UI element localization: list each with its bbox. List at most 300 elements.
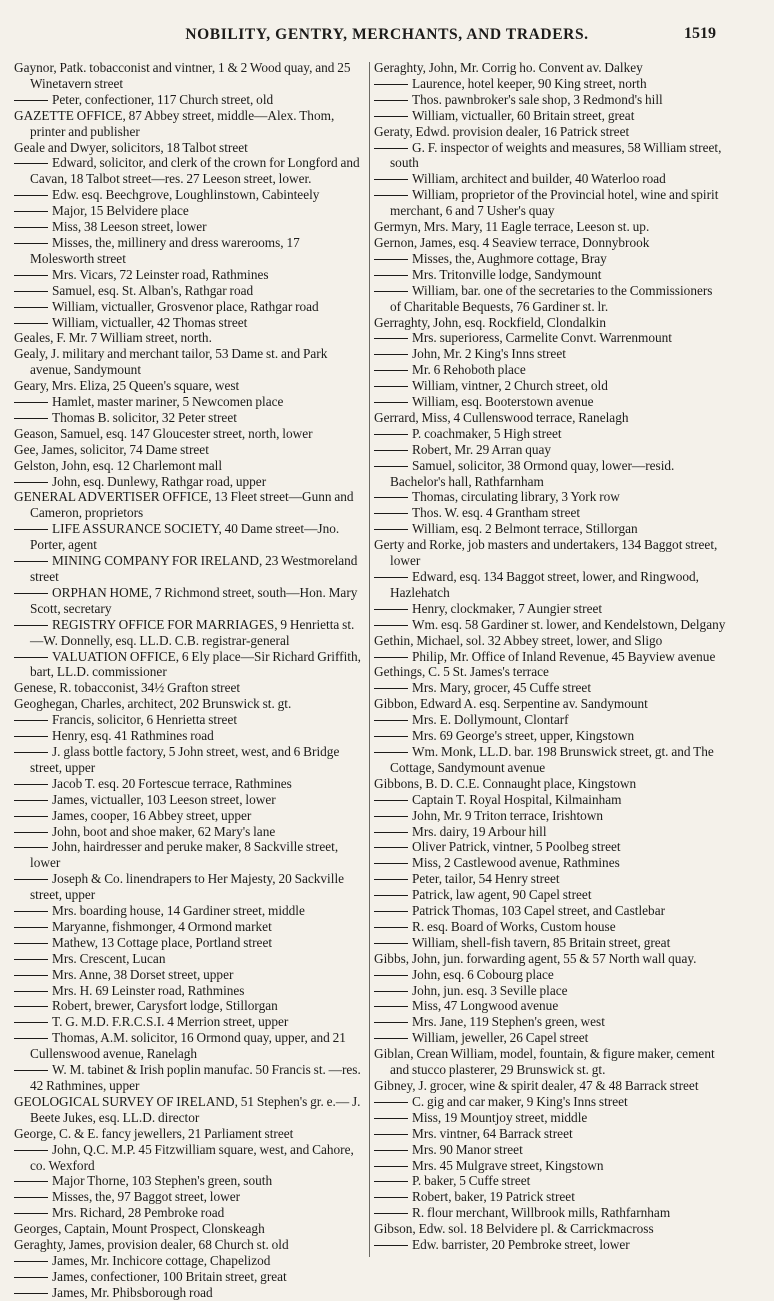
entry-text: Thos. pawnbroker's sale shop, 3 Redmond's hill bbox=[412, 91, 663, 107]
entry-text: William, victualler, 42 Thomas street bbox=[52, 314, 248, 330]
ditto-dash bbox=[374, 171, 412, 186]
directory-sub-entry bbox=[374, 1189, 726, 1205]
entry-text: Mrs. superioress, Carmelite Convt. Warrenmount bbox=[412, 330, 672, 346]
entry-text: Oliver Patrick, vintner, 5 Poolbeg street bbox=[412, 839, 621, 855]
directory-sub-entry bbox=[14, 1269, 366, 1285]
entry-text: Mrs. Mary, grocer, 45 Cuffe street bbox=[412, 680, 592, 696]
directory-sub-entry bbox=[14, 1285, 366, 1301]
directory-sub-entry bbox=[374, 617, 726, 633]
entry-text: Mrs. vintner, 64 Barrack street bbox=[412, 1125, 573, 1141]
ditto-dash bbox=[374, 998, 412, 1013]
entry-text: William, esq. 2 Belmont terrace, Stillorgan bbox=[412, 521, 638, 537]
entry-text: Miss, 47 Longwood avenue bbox=[412, 998, 559, 1014]
directory-entry bbox=[14, 346, 366, 378]
entry-text: Patrick Thomas, 103 Capel street, and Castlebar bbox=[412, 903, 666, 919]
directory-sub-entry bbox=[374, 283, 726, 315]
entry-text: Mrs. 90 Manor street bbox=[412, 1141, 523, 1157]
ditto-dash bbox=[374, 458, 412, 473]
ditto-dash bbox=[374, 92, 412, 107]
directory-entry bbox=[14, 1237, 366, 1253]
directory-entry bbox=[374, 235, 726, 251]
ditto-dash bbox=[374, 871, 412, 886]
right-column bbox=[374, 60, 726, 1260]
directory-sub-entry bbox=[14, 839, 366, 871]
ditto-dash bbox=[14, 219, 52, 234]
ditto-dash bbox=[374, 330, 412, 345]
ditto-dash bbox=[374, 744, 412, 759]
ditto-dash bbox=[14, 1014, 52, 1029]
entry-text: Edw. barrister, 20 Pembroke street, lower bbox=[412, 1237, 630, 1253]
directory-entry bbox=[374, 219, 726, 235]
directory-entry bbox=[14, 60, 366, 92]
directory-sub-entry bbox=[374, 983, 726, 999]
ditto-dash bbox=[14, 967, 52, 982]
entry-text: Mrs. Richard, 28 Pembroke road bbox=[52, 1205, 225, 1221]
entry-text: James, cooper, 16 Abbey street, upper bbox=[52, 807, 252, 823]
ditto-dash bbox=[374, 983, 412, 998]
entry-text: Maryanne, fishmonger, 4 Ormond market bbox=[52, 918, 272, 934]
ditto-dash bbox=[14, 410, 52, 425]
entry-text: Misses, the, 97 Baggot street, lower bbox=[52, 1189, 241, 1205]
ditto-dash bbox=[14, 235, 52, 250]
ditto-dash bbox=[374, 267, 412, 282]
directory-sub-entry bbox=[14, 824, 366, 840]
ditto-dash bbox=[14, 998, 52, 1013]
ditto-dash bbox=[14, 744, 52, 759]
ditto-dash bbox=[374, 1142, 412, 1157]
entry-text: Gaynor, Patk. tobacconist and vintner, 1 & 2 Wood quay, and 25 Winetavern street bbox=[14, 60, 351, 91]
directory-sub-entry bbox=[14, 235, 366, 267]
entry-text: Samuel, esq. St. Alban's, Rathgar road bbox=[52, 282, 254, 298]
entry-text: GEOLOGICAL SURVEY OF IRELAND, 51 Stephen's gr. e.— J. Beete Jukes, esq. LL.D. director bbox=[14, 1093, 361, 1125]
entry-text: Misses, the, Aughmore cottage, Bray bbox=[412, 250, 607, 266]
directory-entry bbox=[14, 1126, 366, 1142]
directory-sub-entry bbox=[14, 967, 366, 983]
directory-sub-entry bbox=[374, 1173, 726, 1189]
entry-text: John, jun. esq. 3 Seville place bbox=[412, 982, 568, 998]
entry-text: John, Q.C. M.P. 45 Fitzwilliam square, west, and Cahore, co. Wexford bbox=[30, 1141, 354, 1173]
ditto-dash bbox=[374, 426, 412, 441]
ditto-dash bbox=[14, 155, 52, 170]
ditto-dash bbox=[14, 617, 52, 632]
entry-text: ORPHAN HOME, 7 Richmond street, south—Hon. Mary Scott, secretary bbox=[30, 584, 358, 616]
directory-sub-entry bbox=[374, 521, 726, 537]
entry-text: Philip, Mr. Office of Inland Revenue, 45 Bayview avenue bbox=[412, 648, 716, 664]
entry-text: John, hairdresser and peruke maker, 8 Sackville street, lower bbox=[30, 839, 339, 871]
directory-sub-entry bbox=[14, 283, 366, 299]
entry-text: Gibson, Edw. sol. 18 Belvidere pl. & Carrickmacross bbox=[374, 1221, 654, 1237]
directory-sub-entry bbox=[14, 1014, 366, 1030]
directory-sub-entry bbox=[14, 617, 366, 649]
directory-sub-entry bbox=[14, 649, 366, 681]
directory-sub-entry bbox=[14, 410, 366, 426]
directory-sub-entry bbox=[374, 108, 726, 124]
ditto-dash bbox=[14, 1285, 52, 1300]
ditto-dash bbox=[14, 1142, 52, 1157]
ditto-dash bbox=[374, 1158, 412, 1173]
entry-text: Mrs. dairy, 19 Arbour hill bbox=[412, 823, 547, 839]
ditto-dash bbox=[374, 680, 412, 695]
entry-text: Thomas, circulating library, 3 York row bbox=[412, 489, 620, 505]
directory-entry bbox=[374, 1046, 726, 1078]
entry-text: Geraghty, James, provision dealer, 68 Church st. old bbox=[14, 1237, 289, 1253]
entry-text: Henry, clockmaker, 7 Aungier street bbox=[412, 600, 603, 616]
entry-text: Gee, James, solicitor, 74 Dame street bbox=[14, 441, 209, 457]
entry-text: James, Mr. Inchicore cottage, Chapelizod bbox=[52, 1252, 271, 1268]
ditto-dash bbox=[14, 1205, 52, 1220]
directory-sub-entry bbox=[374, 680, 726, 696]
entry-text: Robert, brewer, Carysfort lodge, Stillorgan bbox=[52, 998, 278, 1014]
ditto-dash bbox=[14, 1269, 52, 1284]
directory-sub-entry bbox=[374, 744, 726, 776]
ditto-dash bbox=[14, 983, 52, 998]
directory-sub-entry bbox=[374, 601, 726, 617]
ditto-dash bbox=[374, 855, 412, 870]
directory-sub-entry bbox=[374, 728, 726, 744]
entry-text: William, proprietor of the Provincial hotel, wine and spirit merchant, 6 and 7 Usher's quay bbox=[390, 187, 719, 219]
ditto-dash bbox=[374, 1094, 412, 1109]
directory-sub-entry bbox=[14, 744, 366, 776]
directory-sub-entry bbox=[14, 998, 366, 1014]
entry-text: William, vintner, 2 Church street, old bbox=[412, 378, 608, 394]
ditto-dash bbox=[374, 394, 412, 409]
directory-sub-entry bbox=[374, 808, 726, 824]
directory-sub-entry bbox=[14, 394, 366, 410]
directory-sub-entry bbox=[14, 808, 366, 824]
directory-entry bbox=[374, 1221, 726, 1237]
entry-text: Gernon, James, esq. 4 Seaview terrace, Donnybrook bbox=[374, 234, 650, 250]
page-header bbox=[0, 0, 774, 48]
entry-text: Captain T. Royal Hospital, Kilmainham bbox=[412, 791, 622, 807]
entry-text: Gethin, Michael, sol. 32 Abbey street, lower, and Sligo bbox=[374, 632, 663, 648]
ditto-dash bbox=[14, 315, 52, 330]
entry-text: William, bar. one of the secretaries to the Commissioners of Charitable Bequests, 76 Gardiner st. lr. bbox=[390, 282, 713, 314]
entry-text: Edward, esq. 134 Baggot street, lower, and Ringwood, Hazlehatch bbox=[390, 569, 699, 600]
ditto-dash bbox=[14, 283, 52, 298]
ditto-dash bbox=[14, 824, 52, 839]
ditto-dash bbox=[374, 362, 412, 377]
entry-text: Edw. esq. Beechgrove, Loughlinstown, Cabinteely bbox=[52, 187, 320, 203]
entry-text: Mathew, 13 Cottage place, Portland street bbox=[52, 934, 273, 950]
entry-text: Mrs. 45 Mulgrave street, Kingstown bbox=[412, 1157, 604, 1173]
entry-text: James, victualler, 103 Leeson street, lower bbox=[52, 791, 276, 807]
directory-sub-entry bbox=[374, 887, 726, 903]
entry-text: R. esq. Board of Works, Custom house bbox=[412, 918, 616, 934]
directory-sub-entry bbox=[374, 140, 726, 172]
directory-entry bbox=[14, 378, 366, 394]
ditto-dash bbox=[14, 712, 52, 727]
directory-sub-entry bbox=[14, 219, 366, 235]
ditto-dash bbox=[374, 108, 412, 123]
directory-entry bbox=[374, 776, 726, 792]
directory-sub-entry bbox=[374, 426, 726, 442]
ditto-dash bbox=[374, 824, 412, 839]
directory-sub-entry bbox=[374, 1205, 726, 1221]
entry-text: W. M. tabinet & Irish poplin manufac. 50 Francis st. —res. 42 Rathmines, upper bbox=[30, 1062, 361, 1093]
entry-text: Samuel, solicitor, 38 Ormond quay, lower—resid. Bachelor's hall, Rathfarnham bbox=[390, 457, 675, 489]
entry-text: Robert, Mr. 29 Arran quay bbox=[412, 441, 552, 457]
directory-sub-entry bbox=[374, 442, 726, 458]
entry-text: Gibbons, B. D. C.E. Connaught place, Kingstown bbox=[374, 775, 637, 791]
directory-sub-entry bbox=[374, 362, 726, 378]
directory-entry bbox=[14, 442, 366, 458]
directory-sub-entry bbox=[374, 935, 726, 951]
directory-entry bbox=[374, 1078, 726, 1094]
directory-sub-entry bbox=[14, 553, 366, 585]
ditto-dash bbox=[374, 839, 412, 854]
ditto-dash bbox=[374, 919, 412, 934]
entry-text: REGISTRY OFFICE FOR MARRIAGES, 9 Henrietta st.—W. Donnelly, esq. LL.D. C.B. registrar-general bbox=[30, 616, 355, 648]
directory-sub-entry bbox=[374, 903, 726, 919]
ditto-dash bbox=[374, 1110, 412, 1125]
ditto-dash bbox=[374, 728, 412, 743]
directory-sub-entry bbox=[374, 855, 726, 871]
entry-text: Joseph & Co. linendrapers to Her Majesty, 20 Sackville street, upper bbox=[30, 871, 345, 903]
ditto-dash bbox=[374, 601, 412, 616]
entry-text: Mrs. boarding house, 14 Gardiner street, middle bbox=[52, 903, 305, 919]
directory-sub-entry bbox=[14, 983, 366, 999]
entry-text: VALUATION OFFICE, 6 Ely place—Sir Richard Griffith, bart, LL.D. commissioner bbox=[30, 648, 361, 680]
entry-text: William, jeweller, 26 Capel street bbox=[412, 1030, 589, 1046]
entry-text: Thomas B. solicitor, 32 Peter street bbox=[52, 409, 237, 425]
ditto-dash bbox=[14, 1062, 52, 1077]
entry-text: Mrs. E. Dollymount, Clontarf bbox=[412, 712, 569, 728]
entry-text: Germyn, Mrs. Mary, 11 Eagle terrace, Leeson st. up. bbox=[374, 219, 650, 235]
directory-sub-entry bbox=[374, 1142, 726, 1158]
ditto-dash bbox=[374, 1014, 412, 1029]
directory-sub-entry bbox=[14, 951, 366, 967]
directory-entry bbox=[14, 696, 366, 712]
entry-text: Gerrard, Miss, 4 Cullenswood terrace, Ranelagh bbox=[374, 409, 629, 425]
directory-sub-entry bbox=[14, 1030, 366, 1062]
directory-sub-entry bbox=[14, 299, 366, 315]
entry-text: Jacob T. esq. 20 Fortescue terrace, Rathmines bbox=[52, 775, 292, 791]
directory-sub-entry bbox=[14, 187, 366, 203]
ditto-dash bbox=[374, 967, 412, 982]
ditto-dash bbox=[14, 919, 52, 934]
ditto-dash bbox=[14, 728, 52, 743]
directory-sub-entry bbox=[14, 776, 366, 792]
entry-text: Geason, Samuel, esq. 147 Gloucester street, north, lower bbox=[14, 425, 313, 441]
entry-text: G. F. inspector of weights and measures, 58 William street, south bbox=[390, 139, 722, 171]
directory-entry bbox=[374, 951, 726, 967]
entry-text: Peter, confectioner, 117 Church street, old bbox=[52, 91, 274, 107]
entry-text: Mrs. Anne, 38 Dorset street, upper bbox=[52, 966, 234, 982]
entry-text: George, C. & E. fancy jewellers, 21 Parliament street bbox=[14, 1125, 294, 1141]
ditto-dash bbox=[14, 935, 52, 950]
directory-entry bbox=[14, 489, 366, 521]
directory-sub-entry bbox=[374, 712, 726, 728]
directory-sub-entry bbox=[374, 1094, 726, 1110]
ditto-dash bbox=[374, 251, 412, 266]
ditto-dash bbox=[14, 871, 52, 886]
entry-text: John, boot and shoe maker, 62 Mary's lane bbox=[52, 823, 276, 839]
entry-text: Francis, solicitor, 6 Henrietta street bbox=[52, 712, 238, 728]
ditto-dash bbox=[14, 267, 52, 282]
ditto-dash bbox=[14, 808, 52, 823]
ditto-dash bbox=[374, 792, 412, 807]
entry-text: Geraghty, John, Mr. Corrig ho. Convent av. Dalkey bbox=[374, 60, 643, 75]
directory-entry bbox=[374, 410, 726, 426]
directory-sub-entry bbox=[14, 92, 366, 108]
running-title: NOBILITY, GENTRY, MERCHANTS, AND TRADERS. bbox=[185, 26, 589, 43]
entry-text: William, architect and builder, 40 Waterloo road bbox=[412, 171, 666, 187]
entry-text: Wm. esq. 58 Gardiner st. lower, and Kendelstown, Delgany bbox=[412, 616, 726, 632]
ditto-dash bbox=[374, 1205, 412, 1220]
ditto-dash bbox=[374, 808, 412, 823]
directory-sub-entry bbox=[14, 155, 366, 187]
directory-entry bbox=[14, 330, 366, 346]
entry-text: Geary, Mrs. Eliza, 25 Queen's square, west bbox=[14, 378, 240, 394]
entry-text: J. glass bottle factory, 5 John street, west, and 6 Bridge street, upper bbox=[30, 743, 340, 775]
directory-sub-entry bbox=[374, 792, 726, 808]
directory-sub-entry bbox=[374, 187, 726, 219]
directory-sub-entry bbox=[374, 967, 726, 983]
ditto-dash bbox=[14, 792, 52, 807]
entry-text: R. flour merchant, Willbrook mills, Rathfarnham bbox=[412, 1205, 671, 1221]
entry-text: Major Thorne, 103 Stephen's green, south bbox=[52, 1173, 273, 1189]
ditto-dash bbox=[14, 776, 52, 791]
directory-entry bbox=[14, 680, 366, 696]
directory-entry bbox=[14, 458, 366, 474]
ditto-dash bbox=[374, 140, 412, 155]
directory-sub-entry bbox=[374, 378, 726, 394]
entry-text: Gelston, John, esq. 12 Charlemont mall bbox=[14, 457, 223, 473]
directory-sub-entry bbox=[374, 489, 726, 505]
entry-text: Mrs. 69 George's street, upper, Kingstown bbox=[412, 728, 635, 744]
ditto-dash bbox=[374, 378, 412, 393]
ditto-dash bbox=[374, 505, 412, 520]
ditto-dash bbox=[374, 1189, 412, 1204]
entry-text: Mr. 6 Rehoboth place bbox=[412, 362, 526, 378]
directory-entry bbox=[14, 140, 366, 156]
ditto-dash bbox=[374, 935, 412, 950]
entry-text: Genese, R. tobacconist, 34½ Grafton street bbox=[14, 680, 241, 696]
directory-entry bbox=[374, 60, 726, 76]
directory-sub-entry bbox=[374, 171, 726, 187]
entry-text: C. gig and car maker, 9 King's Inns street bbox=[412, 1093, 628, 1109]
entry-text: William, esq. Booterstown avenue bbox=[412, 394, 594, 410]
entry-text: Mrs. Vicars, 72 Leinster road, Rathmines bbox=[52, 266, 269, 282]
entry-text: T. G. M.D. F.R.C.S.I. 4 Merrion street, upper bbox=[52, 1014, 289, 1030]
directory-sub-entry bbox=[14, 1173, 366, 1189]
entry-text: Gibbon, Edward A. esq. Serpentine av. Sandymount bbox=[374, 696, 648, 712]
ditto-dash bbox=[374, 569, 412, 584]
entry-text: Wm. Monk, LL.D. bar. 198 Brunswick street, gt. and The Cottage, Sandymount avenue bbox=[390, 743, 714, 775]
entry-text: John, esq. 6 Cobourg place bbox=[412, 966, 554, 982]
entry-text: LIFE ASSURANCE SOCIETY, 40 Dame street—Jno. Porter, agent bbox=[30, 521, 340, 553]
directory-sub-entry bbox=[14, 1189, 366, 1205]
directory-sub-entry bbox=[374, 458, 726, 490]
ditto-dash bbox=[374, 649, 412, 664]
page-number: 1519 bbox=[684, 25, 716, 42]
directory-entry bbox=[374, 124, 726, 140]
directory-entry bbox=[374, 537, 726, 569]
entry-text: Gealy, J. military and merchant tailor, 53 Dame st. and Park avenue, Sandymount bbox=[14, 346, 328, 378]
ditto-dash bbox=[374, 283, 412, 298]
ditto-dash bbox=[14, 1253, 52, 1268]
entry-text: James, confectioner, 100 Britain street, great bbox=[52, 1268, 287, 1284]
entry-text: Gibney, J. grocer, wine & spirit dealer, 47 & 48 Barrack street bbox=[374, 1078, 699, 1093]
directory-sub-entry bbox=[14, 1142, 366, 1174]
directory-sub-entry bbox=[14, 585, 366, 617]
directory-sub-entry bbox=[14, 521, 366, 553]
ditto-dash bbox=[374, 1173, 412, 1188]
ditto-dash bbox=[14, 521, 52, 536]
entry-text: Henry, esq. 41 Rathmines road bbox=[52, 728, 214, 744]
directory-sub-entry bbox=[14, 903, 366, 919]
ditto-dash bbox=[374, 1126, 412, 1141]
directory-sub-entry bbox=[374, 1030, 726, 1046]
directory-sub-entry bbox=[374, 1158, 726, 1174]
ditto-dash bbox=[374, 442, 412, 457]
ditto-dash bbox=[14, 1189, 52, 1204]
ditto-dash bbox=[14, 585, 52, 600]
ditto-dash bbox=[14, 1173, 52, 1188]
ditto-dash bbox=[374, 903, 412, 918]
ditto-dash bbox=[374, 1237, 412, 1252]
ditto-dash bbox=[14, 187, 52, 202]
entry-text: P. baker, 5 Cuffe street bbox=[412, 1173, 531, 1189]
directory-sub-entry bbox=[14, 935, 366, 951]
directory-sub-entry bbox=[374, 92, 726, 108]
ditto-dash bbox=[14, 553, 52, 568]
ditto-dash bbox=[374, 346, 412, 361]
directory-sub-entry bbox=[374, 998, 726, 1014]
entry-text: Edward, solicitor, and clerk of the crown for Longford and Cavan, 18 Talbot street—res. 27 Leeson street, lower. bbox=[30, 155, 360, 187]
entry-text: Gerty and Rorke, job masters and undertakers, 134 Baggot street, lower bbox=[374, 537, 718, 569]
directory-sub-entry bbox=[14, 1062, 366, 1094]
directory-entry bbox=[374, 696, 726, 712]
entry-text: Gerraghty, John, esq. Rockfield, Clondalkin bbox=[374, 314, 607, 330]
left-column bbox=[14, 60, 366, 1300]
entry-text: Mrs. H. 69 Leinster road, Rathmines bbox=[52, 982, 245, 998]
entry-text: Gibbs, John, jun. forwarding agent, 55 & 57 North wall quay. bbox=[374, 950, 697, 966]
entry-text: Geale and Dwyer, solicitors, 18 Talbot street bbox=[14, 139, 248, 155]
entry-text: Giblan, Crean William, model, fountain, & figure maker, cement and stucco plasterer, 29 Brunswick st. gt. bbox=[374, 1046, 715, 1078]
entry-text: Geales, F. Mr. 7 William street, north. bbox=[14, 330, 212, 346]
ditto-dash bbox=[14, 649, 52, 664]
directory-sub-entry bbox=[374, 1110, 726, 1126]
entry-text: Miss, 38 Leeson street, lower bbox=[52, 219, 207, 235]
ditto-dash bbox=[14, 903, 52, 918]
ditto-dash bbox=[374, 887, 412, 902]
entry-text: Mrs. Tritonville lodge, Sandymount bbox=[412, 266, 602, 282]
directory-sub-entry bbox=[14, 871, 366, 903]
entry-text: James, Mr. Phibsborough road bbox=[52, 1284, 213, 1300]
entry-text: William, shell-fish tavern, 85 Britain street, great bbox=[412, 934, 671, 950]
directory-sub-entry bbox=[374, 505, 726, 521]
ditto-dash bbox=[14, 299, 52, 314]
entry-text: Hamlet, master mariner, 5 Newcomen place bbox=[52, 394, 284, 410]
entry-text: GAZETTE OFFICE, 87 Abbey street, middle—Alex. Thom, printer and publisher bbox=[14, 107, 335, 139]
directory-entry bbox=[374, 315, 726, 331]
entry-text: William, victualler, Grosvenor place, Rathgar road bbox=[52, 298, 319, 314]
directory-entry bbox=[14, 108, 366, 140]
entry-text: Geoghegan, Charles, architect, 202 Brunswick st. gt. bbox=[14, 696, 292, 712]
ditto-dash bbox=[14, 1030, 52, 1045]
directory-entry bbox=[14, 1094, 366, 1126]
directory-sub-entry bbox=[374, 394, 726, 410]
entry-text: Major, 15 Belvidere place bbox=[52, 203, 189, 219]
directory-sub-entry bbox=[374, 649, 726, 665]
directory-sub-entry bbox=[374, 76, 726, 92]
ditto-dash bbox=[374, 1030, 412, 1045]
directory-sub-entry bbox=[14, 712, 366, 728]
entry-text: MINING COMPANY FOR IRELAND, 23 Westmoreland street bbox=[30, 553, 358, 584]
directory-sub-entry bbox=[374, 330, 726, 346]
ditto-dash bbox=[14, 203, 52, 218]
